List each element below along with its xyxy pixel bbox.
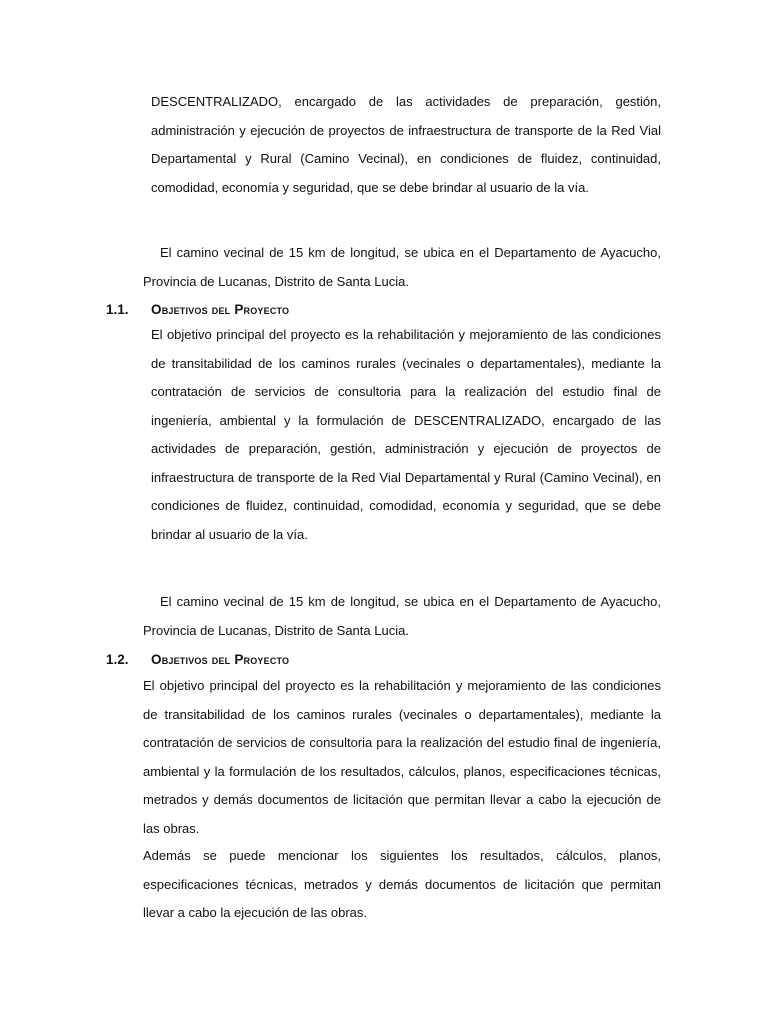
section-title: Objetivos del Proyecto (151, 652, 290, 667)
paragraph-additional: Además se puede mencionar los siguientes los resultados, cálculos, planos, especificaciones técnicas, metrados y demás documentos de licitación que permitan llevar a cabo la ejecución de las obras. (143, 848, 661, 920)
section-heading-1-1 (106, 302, 289, 322)
section-number: 1.2. (106, 652, 129, 667)
paragraph-objective-1: El objetivo principal del proyecto es la rehabilitación y mejoramiento de las condiciones de transitabilidad de los caminos rurales (vecinales o departamentales), mediante la contratación de servicios de consultoria para la realización del estudio final de ingeniería, ambiental y la formulación de DESCENTRALIZADO, encargado de las actividades de preparación, gestión, administración y ejecución de proyectos de infraestructura de transporte de la Red Vial Departamental y Rural (Camino Vecinal), en condiciones de fluidez, continuidad, comodidad, economía y seguridad, que se debe brindar al usuario de la vía. (151, 327, 661, 542)
section-heading-1-2 (106, 652, 289, 672)
section-title: Objetivos del Proyecto (151, 302, 290, 317)
section-number: 1.1. (106, 302, 129, 317)
paragraph-intro-continuation: DESCENTRALIZADO, encargado de las actividades de preparación, gestión, administración y ejecución de proyectos de infraestructura de transporte de la Red Vial Departamental y Rural (Camino Vecinal), en condiciones de fluidez, continuidad, comodidad, economía y seguridad, que se debe brindar al usuario de la vía. (151, 94, 661, 195)
paragraph-location-2: El camino vecinal de 15 km de longitud, se ubica en el Departamento de Ayacucho, Provincia de Lucanas, Distrito de Santa Lucia. (143, 594, 661, 638)
paragraph-objective-2: El objetivo principal del proyecto es la rehabilitación y mejoramiento de las condiciones de transitabilidad de los caminos rurales (vecinales o departamentales), mediante la contratación de servicios de consultoria para la realización del estudio final de ingeniería, ambiental y la formulación de los resultados, cálculos, planos, especificaciones técnicas, metrados y demás documentos de licitación que permitan llevar a cabo la ejecución de las obras. (143, 678, 661, 836)
paragraph-location: El camino vecinal de 15 km de longitud, se ubica en el Departamento de Ayacucho, Provincia de Lucanas, Distrito de Santa Lucia. (143, 245, 661, 289)
